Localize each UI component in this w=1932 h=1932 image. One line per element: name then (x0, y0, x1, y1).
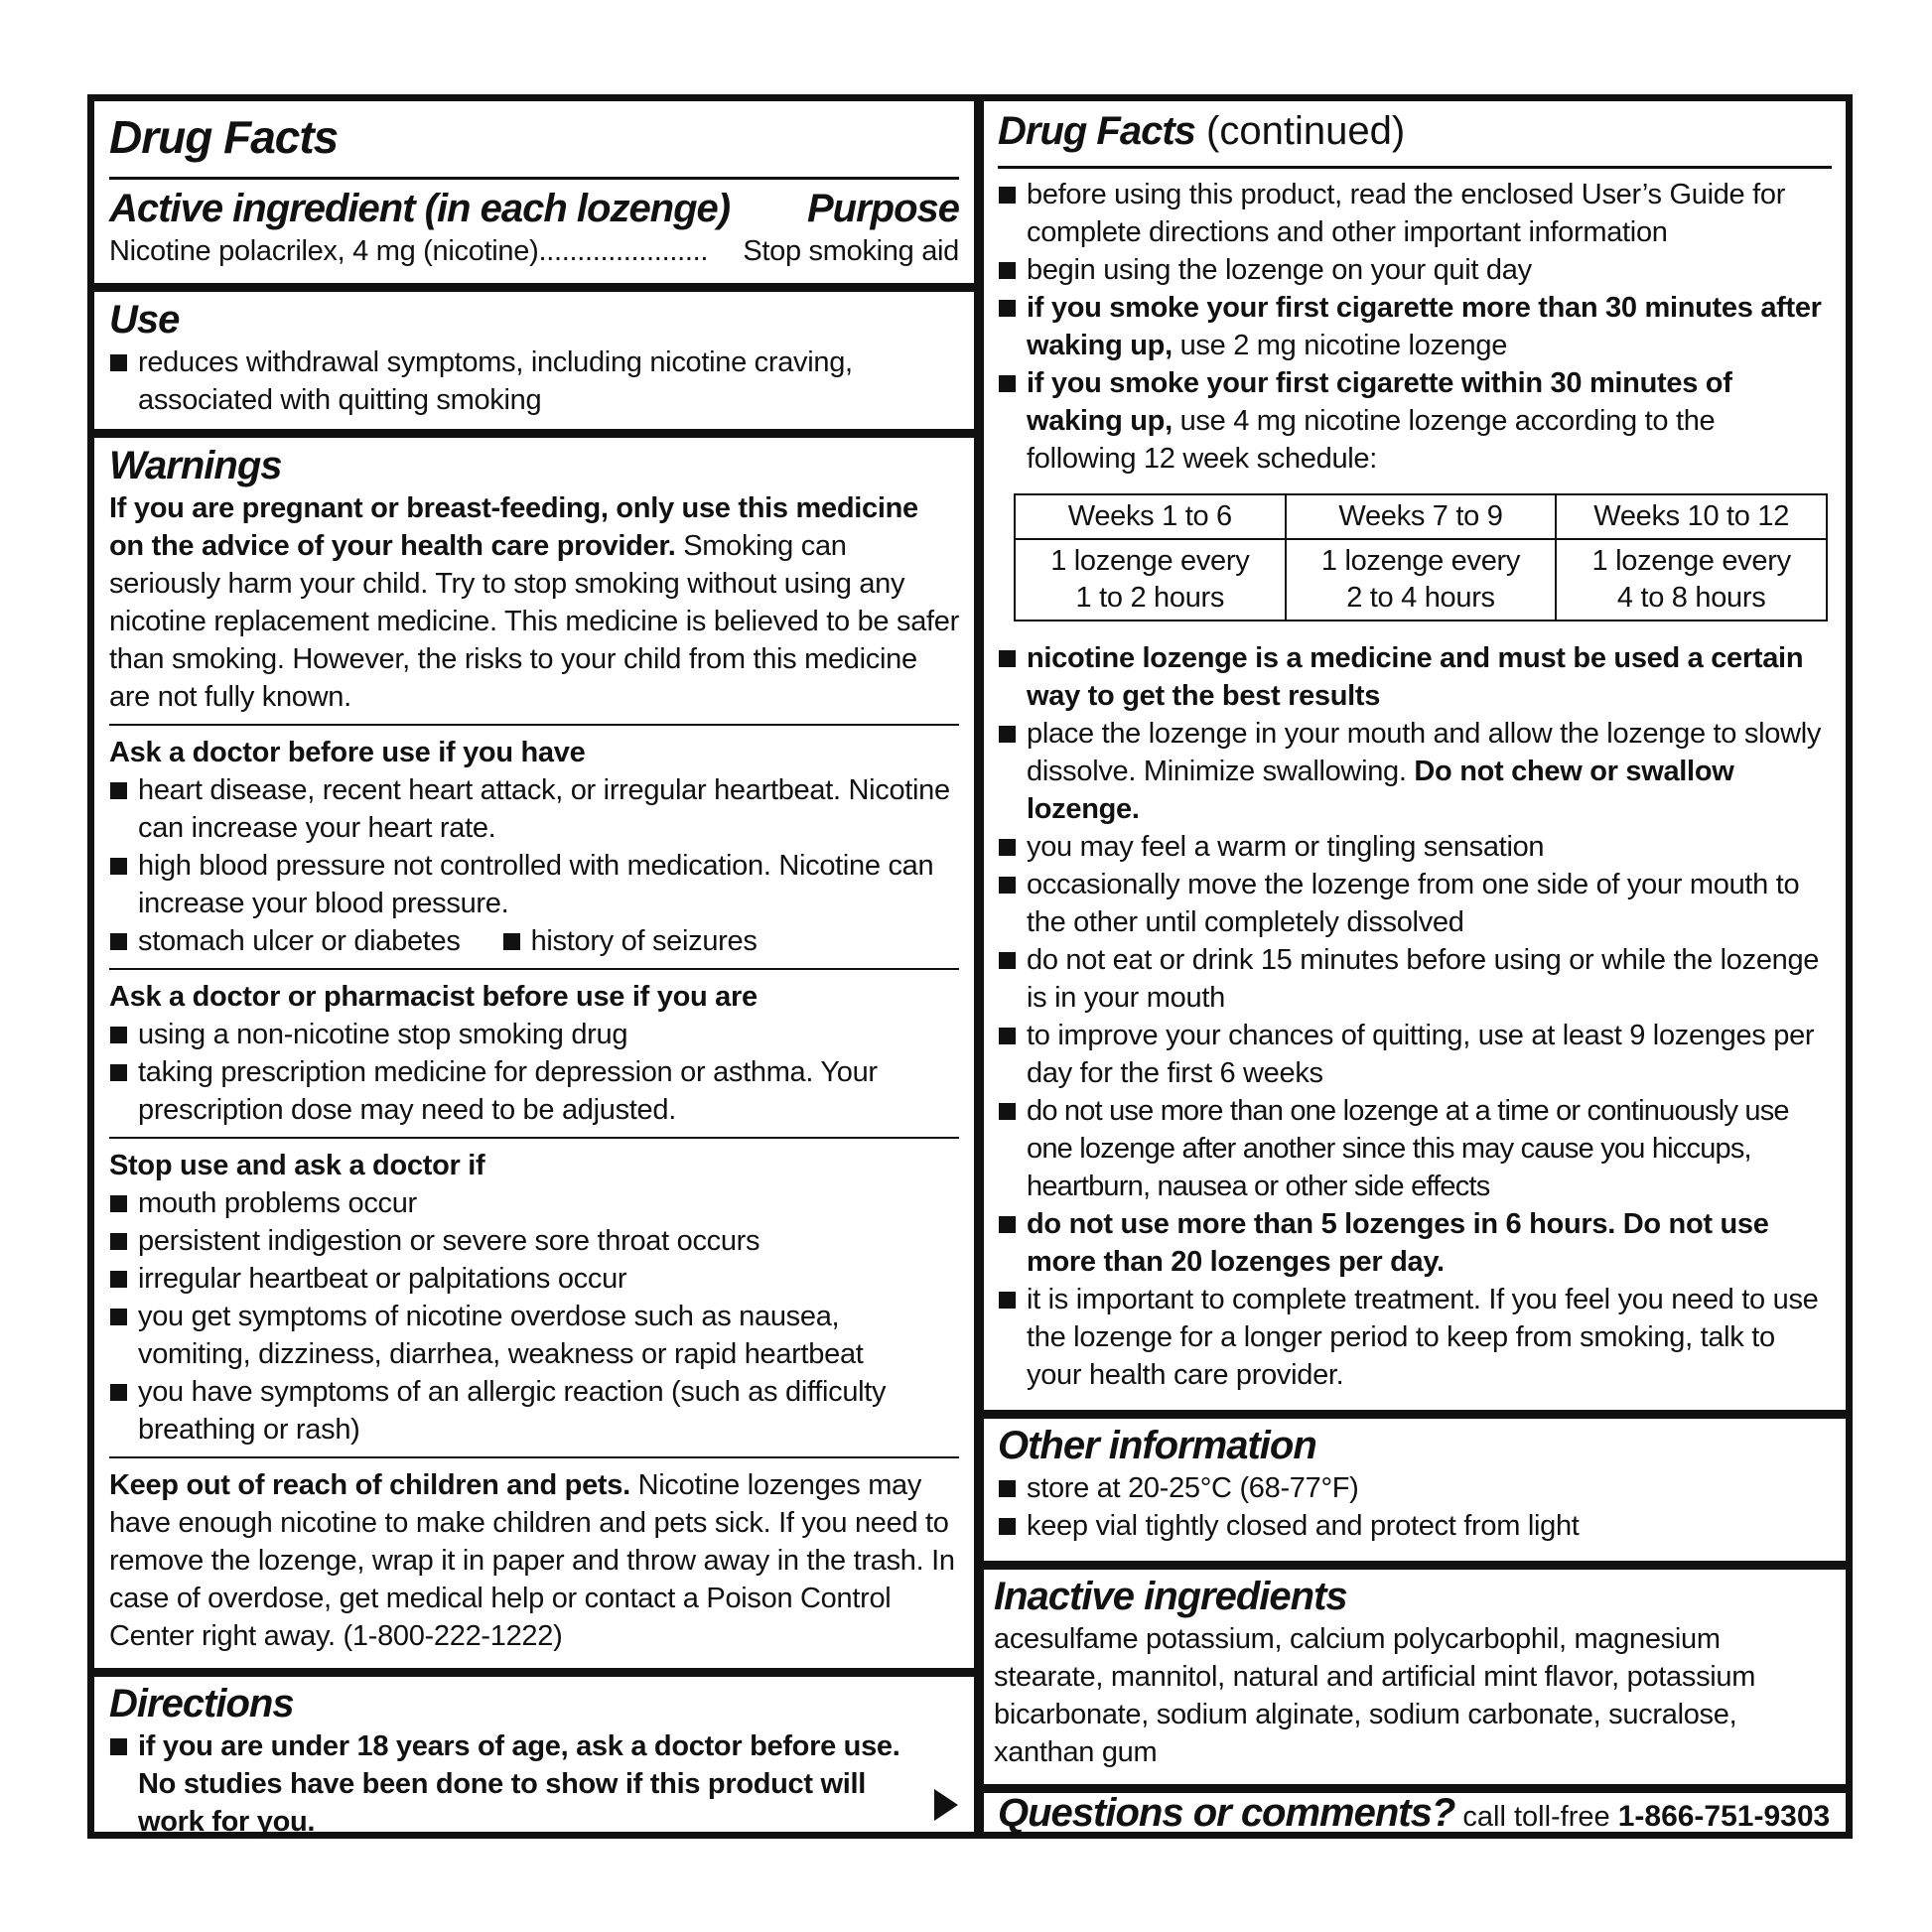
inactive-ingredients-text: acesulfame potassium, calcium polycarbophil, magnesium stearate, mannitol, natural and artificial mint flavor, potassium bicarbonate, sodium alginate, sodium carbonate, sucralose, xanthan gum (994, 1623, 1756, 1768)
warnings-heading: Warnings (109, 444, 282, 487)
subsection-rule (109, 1456, 959, 1458)
stop-use-item: you have symptoms of an allergic reaction (such as difficulty breathing or rash) (109, 1373, 959, 1449)
use-item: reduces withdrawal symptoms, including nicotine craving, associated with quitting smoking (109, 344, 959, 419)
stop-use-item: irregular heartbeat or palpitations occur (109, 1260, 959, 1298)
direction-item (998, 364, 1832, 478)
ask-doctor-item: stomach ulcer or diabetes (109, 922, 461, 960)
schedule-header-row (1015, 494, 1827, 539)
direction-text: use 4 mg nicotine lozenge according to the following 12 week schedule: (1027, 405, 1716, 475)
stop-use-item: mouth problems occur (109, 1184, 959, 1222)
schedule-header: Weeks 10 to 12 (1556, 494, 1827, 539)
ask-pharmacist-item: using a non-nicotine stop smoking drug (109, 1016, 959, 1053)
inactive-ingredients-section (994, 1573, 1832, 1771)
subsection-rule (109, 1137, 959, 1139)
ask-doctor-item: high blood pressure not controlled with medication. Nicotine can increase your blood pressure. (109, 847, 959, 922)
active-ingredient: Nicotine polacrilex, 4 mg (nicotine) (109, 235, 539, 267)
section-divider (984, 1410, 1846, 1419)
direction-bold: Do not chew or swallow lozenge. (1027, 756, 1734, 825)
cell-line: 1 lozenge every (1320, 545, 1521, 577)
direction-text: place the lozenge in your mouth and allow the lozenge to slowly dissolve. Minimize swallowing. (1027, 718, 1822, 787)
direction-item: do not use more than one lozenge at a time or continuously use one lozenge after another since this may cause you hiccups, heartburn, nausea or other side effects (998, 1092, 1832, 1205)
other-information-item: keep vial tightly closed and protect from light (998, 1507, 1832, 1545)
ask-pharmacist-item: taking prescription medicine for depression or asthma. Your prescription dose may need to be adjusted. (109, 1053, 959, 1129)
purpose-heading: Purpose (806, 187, 959, 230)
inactive-ingredients-heading: Inactive ingredients (994, 1575, 1347, 1618)
use-section (109, 296, 959, 419)
direction-item: before using this product, read the enclosed User’s Guide for complete directions and other important information (998, 176, 1832, 251)
directions-continued (998, 176, 1832, 1394)
ask-doctor-item: heart disease, recent heart attack, or irregular heartbeat. Nicotine can increase your heart rate. (109, 771, 959, 847)
use-heading: Use (109, 298, 180, 342)
section-divider (94, 283, 974, 292)
direction-item: to improve your chances of quitting, use at least 9 lozenges per day for the first 6 weeks (998, 1017, 1832, 1092)
leader-dots: ...................... (538, 235, 709, 267)
direction-item: it is important to complete treatment. If you feel you need to use the lozenge for a longer period to keep from smoking, talk to your health care provider. (998, 1281, 1832, 1394)
direction-item: nicotine lozenge is a medicine and must be used a certain way to get the best results (998, 639, 1832, 715)
drug-facts-header (109, 109, 959, 165)
directions-section (109, 1680, 924, 1841)
direction-item: you may feel a warm or tingling sensation (998, 828, 1832, 866)
left-column (94, 101, 974, 1838)
stop-use-item: you get symptoms of nicotine overdose such as nausea, vomiting, dizziness, diarrhea, weakness or rapid heartbeat (109, 1298, 959, 1373)
direction-bold: if you smoke your first cigarette more than 30 minutes after waking up, (1027, 292, 1822, 361)
keep-out-bold: Keep out of reach of children and pets. (109, 1469, 630, 1501)
continued-title: Drug Facts (998, 109, 1195, 153)
pregnancy-warning-text: Smoking can seriously harm your child. Try to stop smoking without using any nicotine replacement medicine. This medicine is believed to be safer than smoking. However, the risks to your child from this medicine are not fully known. (109, 530, 959, 713)
direction-text: use 2 mg nicotine lozenge (1172, 330, 1508, 361)
section-divider (984, 1561, 1846, 1570)
continue-arrow-icon (934, 1789, 958, 1821)
page-title: Drug Facts (109, 111, 339, 163)
right-column (984, 101, 1846, 1835)
keep-out-text: Nicotine lozenges may have enough nicotine to make children and pets sick. If you need to remove the lozenge, wrap it in paper and throw away in the trash. In case of overdose, get medical help or contact a Poison Control Center right away. (1-800-222-1222) (109, 1469, 955, 1652)
questions-heading: Questions or comments? (998, 1791, 1455, 1835)
schedule-header: Weeks 7 to 9 (1286, 494, 1557, 539)
title-rule (998, 166, 1832, 169)
continued-label: (continued) (1194, 109, 1406, 153)
direction-item (998, 715, 1832, 828)
keep-out-of-reach (109, 1466, 959, 1655)
ask-pharmacist-heading: Ask a doctor or pharmacist before use if you are (109, 981, 758, 1013)
schedule-row (1015, 539, 1827, 621)
schedule-table (1014, 493, 1828, 621)
other-information-section (998, 1422, 1832, 1545)
questions-section (998, 1789, 1832, 1837)
schedule-header: Weeks 1 to 6 (1015, 494, 1286, 539)
continued-header (998, 107, 1832, 155)
cell-line: 4 to 8 hours (1616, 582, 1766, 614)
direction-item: begin using the lozenge on your quit day (998, 251, 1832, 289)
column-divider (974, 101, 984, 1832)
cell-line: 2 to 4 hours (1346, 582, 1495, 614)
other-information-item: store at 20-25°C (68-77°F) (998, 1469, 1832, 1507)
cell-line: 1 lozenge every (1050, 545, 1250, 577)
drug-facts-panel (87, 94, 1853, 1839)
direction-item: do not use more than 5 lozenges in 6 hours. Do not use more than 20 lozenges per day. (998, 1205, 1832, 1281)
pregnancy-warning-bold: If you are pregnant or breast-feeding, only use this medicine on the advice of your health care provider. (109, 492, 918, 562)
directions-item: if you are under 18 years of age, ask a doctor before use. No studies have been done to show if this product will work for you. (109, 1727, 924, 1841)
questions-phone: 1-866-751-9303 (1617, 1800, 1831, 1833)
title-rule (109, 177, 959, 180)
pregnancy-warning (109, 489, 959, 716)
active-ingredient-section (109, 185, 959, 270)
direction-item: do not eat or drink 15 minutes before using or while the lozenge is in your mouth (998, 941, 1832, 1017)
section-divider (94, 429, 974, 438)
active-ingredient-heading: Active ingredient (in each lozenge) (109, 187, 731, 230)
questions-call: call toll-free (1454, 1801, 1618, 1833)
direction-item (998, 289, 1832, 364)
ask-doctor-item: history of seizures (502, 922, 758, 960)
stop-use-item: persistent indigestion or severe sore throat occurs (109, 1222, 959, 1260)
other-information-heading: Other information (998, 1424, 1316, 1467)
subsection-rule (109, 724, 959, 726)
section-divider (94, 1668, 974, 1677)
schedule-cell (1015, 539, 1286, 621)
schedule-cell (1556, 539, 1827, 621)
schedule-cell (1286, 539, 1557, 621)
warnings-section (109, 442, 959, 1655)
direction-bold: if you smoke your first cigarette within 30 minutes of waking up, (1027, 367, 1732, 437)
stop-use-heading: Stop use and ask a doctor if (109, 1150, 485, 1181)
subsection-rule (109, 968, 959, 970)
cell-line: 1 to 2 hours (1075, 582, 1225, 614)
direction-item: occasionally move the lozenge from one side of your mouth to the other until completely dissolved (998, 866, 1832, 941)
purpose-text: Stop smoking aid (743, 235, 959, 267)
ask-doctor-heading: Ask a doctor before use if you have (109, 737, 586, 768)
directions-heading: Directions (109, 1682, 294, 1725)
cell-line: 1 lozenge every (1591, 545, 1791, 577)
